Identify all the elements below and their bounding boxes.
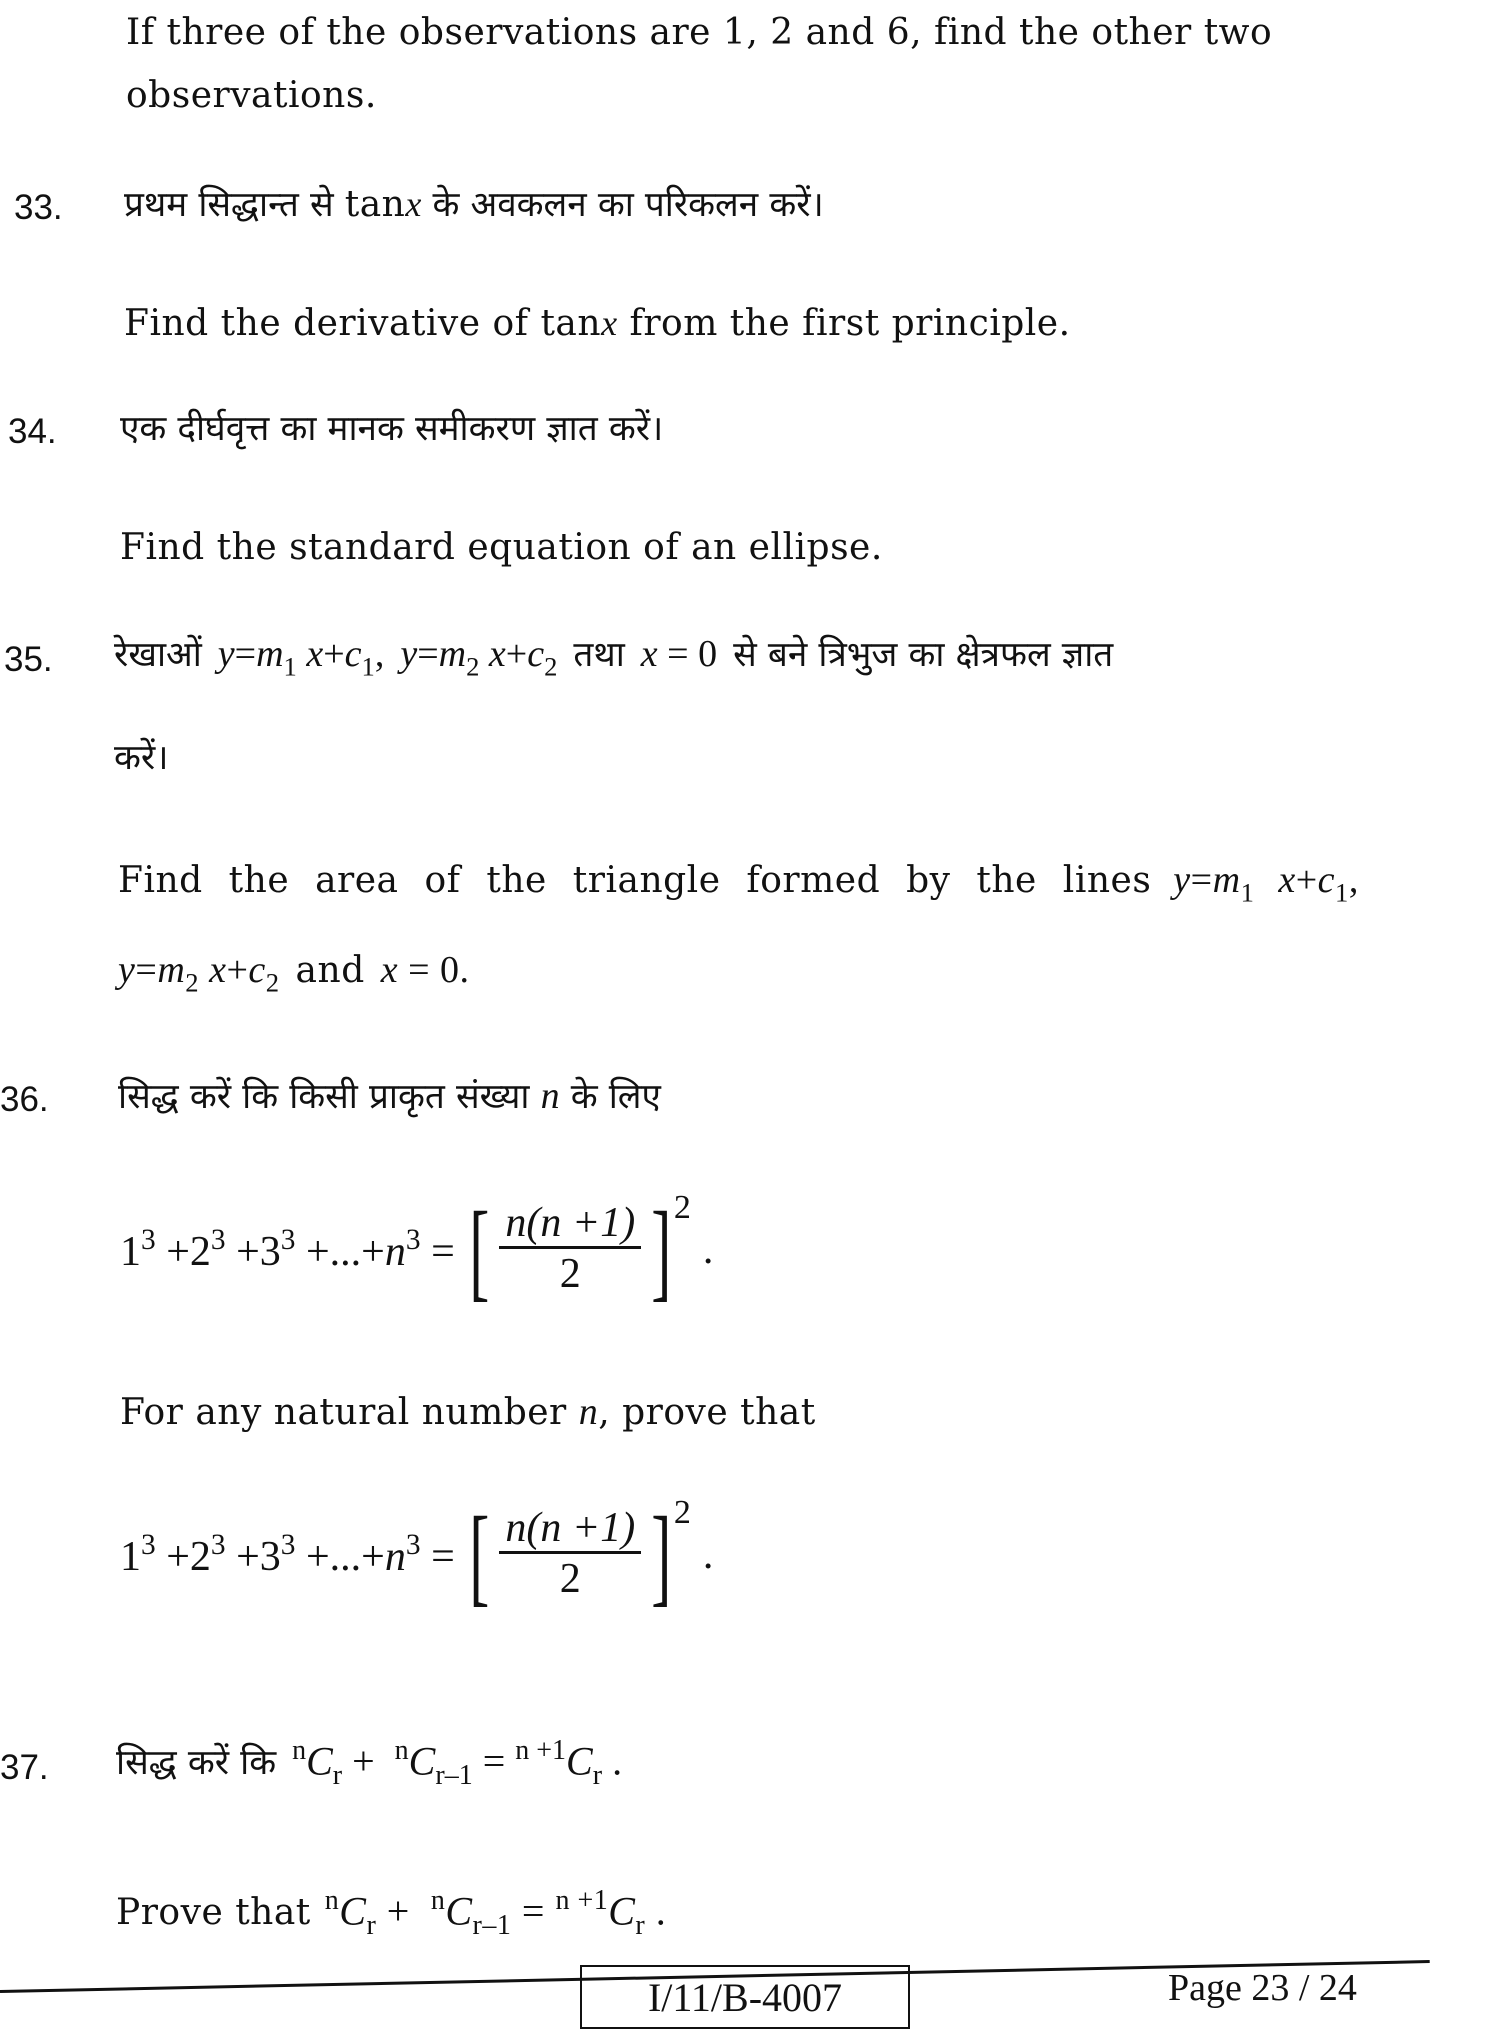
question-36-hindi bbox=[118, 1072, 661, 1119]
fraction-denominator: 2 bbox=[559, 1556, 581, 1603]
q33-hindi-text-a: प्रथम सिद्धान्त से bbox=[124, 185, 345, 225]
q37-en-formula: $^nC_r + ^nC_{r-1} = ^{n +1}C_r$ . bbox=[324, 1885, 667, 1942]
right-bracket: ] bbox=[651, 1494, 672, 1616]
q35-hindi-suffix: से बने त्रिभुज का क्षेत्रफल ज्ञात bbox=[733, 635, 1114, 675]
question-35-hindi-line-2: करें। bbox=[114, 738, 169, 778]
q35-hindi-prefix: रेखाओं bbox=[114, 635, 202, 675]
q36-en-b: , prove that bbox=[598, 1392, 816, 1433]
paper-code-box bbox=[580, 1965, 910, 2029]
q36-n: n bbox=[540, 1075, 560, 1117]
q33-en-text-b: from the first principle. bbox=[617, 303, 1071, 344]
q37-hindi-prefix: सिद्ध करें कि bbox=[116, 1743, 277, 1784]
period: . bbox=[702, 1227, 714, 1273]
fraction-numerator: n(n +1) bbox=[499, 1200, 641, 1249]
q36-hindi-b: के लिए bbox=[559, 1077, 661, 1117]
q35-en-equation-1: $y=m_1$ $x+c_1$, bbox=[1173, 859, 1359, 908]
paper-code: I/11/B-4007 bbox=[647, 1974, 843, 2020]
question-number-35: 35. bbox=[4, 640, 53, 679]
q36-formula-hindi bbox=[120, 1175, 713, 1325]
q36-en-n: n bbox=[578, 1391, 599, 1433]
question-number-37: 37. bbox=[0, 1748, 49, 1787]
period: . bbox=[702, 1532, 714, 1578]
q35-equation-2: $y=m_2$ $x+c_2$ bbox=[400, 633, 558, 682]
page-number: Page 23 / 24 bbox=[1168, 1967, 1357, 2009]
q36-rhs bbox=[461, 1189, 714, 1311]
q33-hindi-text-b: के अवकलन का परिकलन करें। bbox=[421, 185, 824, 225]
question-33-english bbox=[124, 302, 1071, 344]
left-bracket: [ bbox=[468, 1189, 490, 1311]
question-37-hindi bbox=[116, 1735, 622, 1792]
rhs-power: 2 bbox=[673, 1189, 691, 1226]
question-number-36: 36. bbox=[0, 1080, 49, 1119]
continuation-line-1: If three of the observations are 1, 2 and 6, find the other two bbox=[126, 12, 1273, 53]
q35-english-text: Find the area of the triangle formed by the lines bbox=[118, 860, 1152, 901]
q36-en-a: For any natural number bbox=[120, 1392, 579, 1433]
left-bracket: [ bbox=[468, 1494, 490, 1616]
q35-en-equation-2: $y=m_2$ $x+c_2$ bbox=[118, 949, 280, 998]
q37-english-prefix: Prove that bbox=[116, 1892, 311, 1934]
question-35-hindi-line-1 bbox=[114, 630, 1113, 682]
rhs-power: 2 bbox=[673, 1494, 691, 1531]
q35-equation-1: $y=m_1$ $x+c_1$, bbox=[217, 633, 385, 682]
q33-x: x bbox=[405, 184, 422, 224]
fraction bbox=[499, 1505, 641, 1605]
question-number-33: 33. bbox=[14, 188, 63, 227]
q33-en-text-a: Find the derivative of tan bbox=[124, 303, 602, 344]
question-34-english: Find the standard equation of an ellipse. bbox=[120, 527, 883, 568]
q35-equation-3: x = 0 bbox=[640, 633, 718, 675]
fraction-numerator: n(n +1) bbox=[499, 1505, 641, 1554]
question-36-english bbox=[120, 1390, 816, 1434]
q36-formula-english bbox=[120, 1480, 713, 1630]
q36-rhs-en bbox=[461, 1494, 714, 1616]
q35-en-equation-3: x = 0. bbox=[380, 949, 470, 991]
question-34-hindi: एक दीर्घवृत्त का मानक समीकरण ज्ञात करें। bbox=[120, 409, 664, 449]
question-33-hindi bbox=[124, 180, 824, 227]
question-number-34: 34. bbox=[8, 412, 57, 451]
q33-tan: tan bbox=[344, 184, 406, 225]
fraction bbox=[499, 1200, 641, 1300]
q37-formula: $^nC_r + ^nC_{r-1} = ^{n +1}C_r$ . bbox=[292, 1735, 623, 1792]
right-bracket: ] bbox=[651, 1189, 672, 1311]
q36-lhs-en: $1^3 +2^3 +3^3 +...+n^3$ = bbox=[120, 1528, 455, 1581]
q35-hindi-mid: तथा bbox=[573, 635, 625, 675]
q33-en-x: x bbox=[601, 303, 618, 343]
question-35-english-line-1 bbox=[118, 858, 1359, 908]
question-35-english-line-2 bbox=[118, 948, 470, 998]
question-37-english bbox=[116, 1885, 666, 1942]
fraction-denominator: 2 bbox=[559, 1251, 581, 1298]
q36-hindi-a: सिद्ध करें कि किसी प्राकृत संख्या bbox=[118, 1077, 541, 1117]
q36-lhs: $1^3 +2^3 +3^3 +...+n^3$ = bbox=[120, 1223, 455, 1276]
q35-en-and: and bbox=[295, 950, 365, 991]
continuation-line-2: observations. bbox=[126, 75, 377, 116]
